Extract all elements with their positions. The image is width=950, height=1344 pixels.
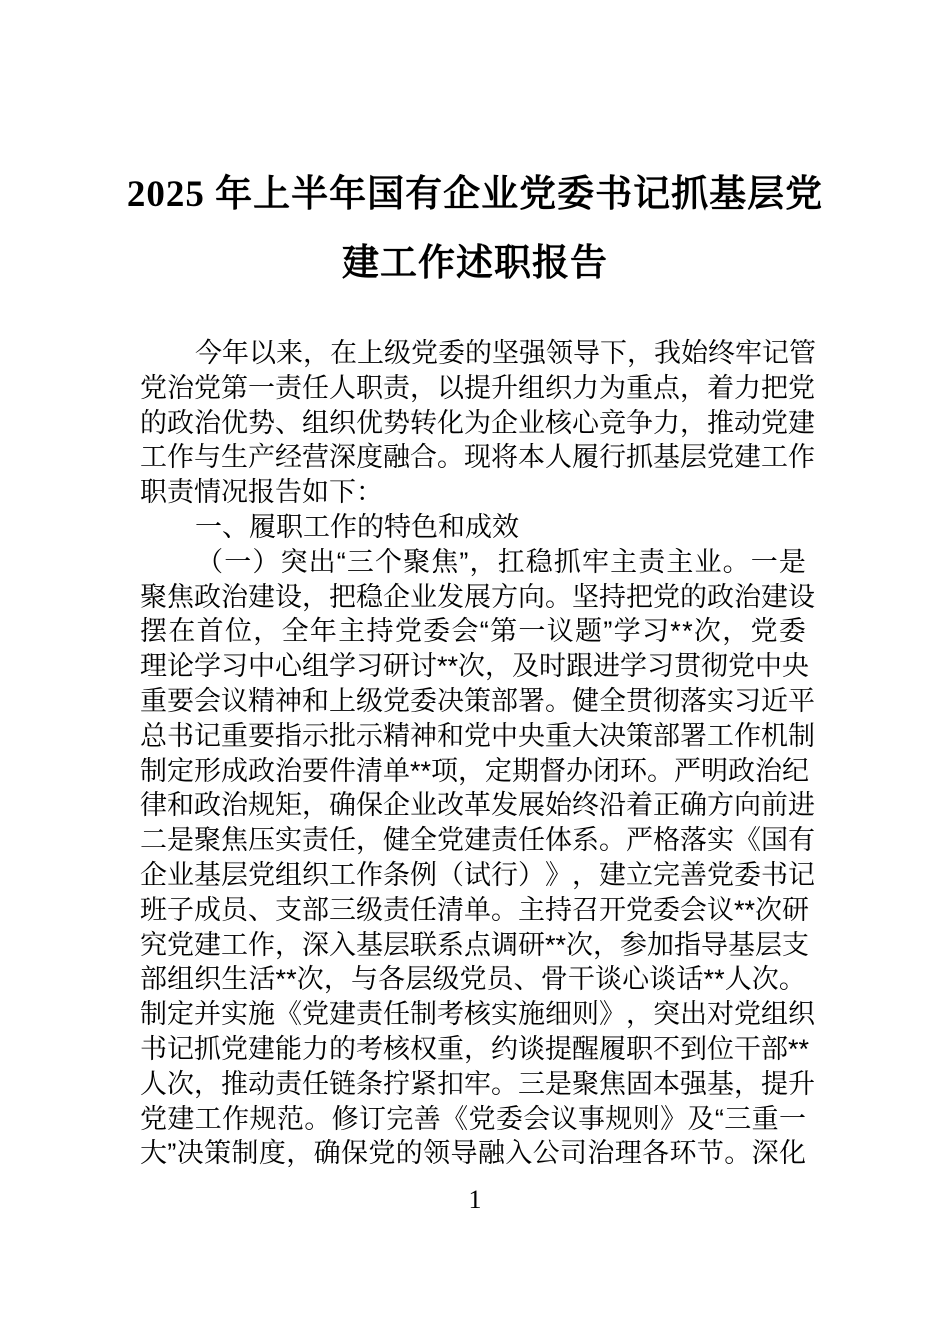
body-text xyxy=(140,336,816,1171)
text-line: 书 记 抓 党 建 能 力 的 考 核 权 重 ， 约 谈 提 醒 履 职 不 到 位 干 部 * * xyxy=(140,1033,810,1064)
text-line: 一、履职工作的特色和成效 xyxy=(195,511,519,542)
text-line: 工 作 与 生 产 经 营 深 度 融 合 。 现 将 本 人 履 行 抓 基 层 党 建 工 作 xyxy=(140,442,815,473)
text-line: 理 论 学 习 中 心 组 学 习 研 讨 * * 次 ， 及 时 跟 进 学 习 贯 彻 党 中 央 xyxy=(140,651,810,682)
text-line: 党 建 工 作 规 范 。 修 订 完 善 《 党 委 会 议 事 规 则 》 及 “ 三 重 一 xyxy=(140,1103,806,1134)
text-line: 企 业 基 层 党 组 织 工 作 条 例 （ 试 行 ） 》 ， 建 立 完 善 党 委 书 记 xyxy=(140,859,815,890)
text-line: 今 年 以 来 ， 在 上 级 党 委 的 坚 强 领 导 下 ， 我 始 终 牢 记 管 xyxy=(195,338,816,368)
text-line: 制 定 并 实 施 《 党 建 责 任 制 考 核 实 施 细 则 》 ， 突 出 对 党 组 织 xyxy=(140,999,815,1030)
text-line: 班 子 成 员 、 支 部 三 级 责 任 清 单 。 主 持 召 开 党 委 会 议 * * 次 研 xyxy=(140,894,810,925)
text-line: （ 一 ） 突 出 “ 三 个 聚 焦 ” ， 扛 稳 抓 牢 主 责 主 业 。 一 是 xyxy=(196,546,806,577)
text-line: 的 政 治 优 势 、 组 织 优 势 转 化 为 企 业 核 心 竞 争 力 ， 推 动 党 建 xyxy=(140,407,815,438)
text-line: 大 ” 决 策 制 度 ， 确 保 党 的 领 导 融 入 公 司 治 理 各 环 节 。 深 化 xyxy=(140,1138,806,1169)
text-line: 聚 焦 政 治 建 设 ， 把 稳 企 业 发 展 方 向 。 坚 持 把 党 的 政 治 建 设 xyxy=(140,581,815,612)
page-number: 1 xyxy=(468,1185,482,1215)
text-line: 人 次 ， 推 动 责 任 链 条 拧 紧 扣 牢 。 三 是 聚 焦 固 本 强 基 ， 提 升 xyxy=(140,1068,815,1099)
title-line-2: 建工作述职报告 xyxy=(342,243,608,284)
text-line: 摆 在 首 位 ， 全 年 主 持 党 委 会 “ 第 一 议 题 ” 学 习 * * 次 ， 党 委 xyxy=(140,616,806,647)
text-line: 总 书 记 重 要 指 示 批 示 精 神 和 党 中 央 重 大 决 策 部 署 工 作 机 制 xyxy=(140,720,815,751)
text-line: 部 组 织 生 活 * * 次 ， 与 各 层 级 党 员 、 骨 干 谈 心 谈 话 * * 人 次 。 xyxy=(140,964,806,995)
text-line: 党 治 党 第 一 责 任 人 职 责 ， 以 提 升 组 织 力 为 重 点 ， 着 力 把 党 xyxy=(140,372,815,403)
title-line-1: 2025 年上半年国有企业党委书记抓基层党 xyxy=(126,174,824,215)
text-line: 重 要 会 议 精 神 和 上 级 党 委 决 策 部 署 。 健 全 贯 彻 落 实 习 近 平 xyxy=(140,685,815,716)
text-line: 二 是 聚 焦 压 实 责 任 ， 健 全 党 建 责 任 体 系 。 严 格 落 实 《 国 有 xyxy=(140,825,815,856)
document-title xyxy=(0,0,950,298)
text-line: 律 和 政 治 规 矩 ， 确 保 企 业 改 革 发 展 始 终 沿 着 正 确 方 向 前 进 xyxy=(140,790,815,821)
text-line: 究 党 建 工 作 ， 深 入 基 层 联 系 点 调 研 * * 次 ， 参 加 指 导 基 层 支 xyxy=(140,929,810,960)
text-line: 制 定 形 成 政 治 要 件 清 单 * * 项 ， 定 期 督 办 闭 环 。 严 明 政 治 纪 xyxy=(140,755,810,786)
text-line: 职责情况报告如下： xyxy=(140,477,383,508)
